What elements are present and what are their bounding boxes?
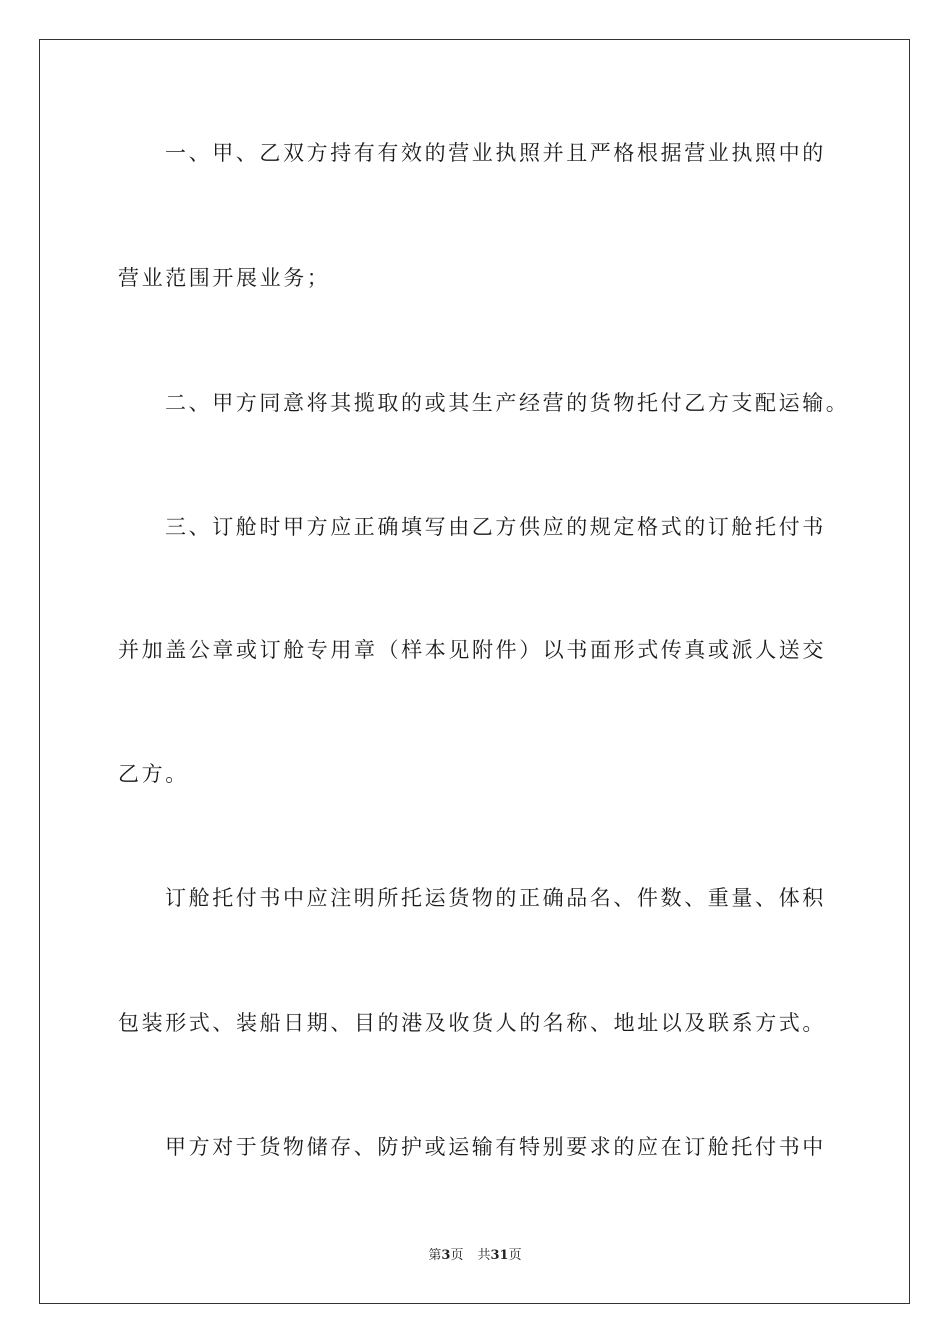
total-pages: 31 (490, 1248, 509, 1263)
paragraph-line-1: 一、甲、乙双方持有有效的营业执照并且严格根据营业执照中的 (165, 141, 826, 165)
paragraph-line-2: 营业范围开展业务； (118, 266, 331, 290)
paragraph-line-3: 二、甲方同意将其揽取的或其生产经营的货物托付乙方支配运输。 (165, 391, 850, 415)
paragraph-line-9: 甲方对于货物储存、防护或运输有特别要求的应在订舱托付书中 (165, 1135, 826, 1159)
paragraph-line-8: 包装形式、装船日期、目的港及收货人的名称、地址以及联系方式。 (118, 1011, 826, 1035)
paragraph-line-7: 订舱托付书中应注明所托运货物的正确品名、件数、重量、体积 (165, 886, 826, 910)
page-prefix: 第 (428, 1248, 442, 1263)
paragraph-line-4: 三、订舱时甲方应正确填写由乙方供应的规定格式的订舱托付书 (165, 515, 826, 539)
page-suffix: 页 (450, 1248, 464, 1263)
page-footer (0, 1247, 950, 1265)
paragraph-line-5: 并加盖公章或订舱专用章（样本见附件）以书面形式传真或派人送交 (118, 638, 826, 662)
total-suffix: 页 (508, 1248, 522, 1263)
paragraph-line-6: 乙方。 (118, 762, 189, 786)
page-number: 3 (441, 1248, 451, 1263)
page-border (39, 39, 910, 1304)
total-prefix: 共 (477, 1248, 491, 1263)
